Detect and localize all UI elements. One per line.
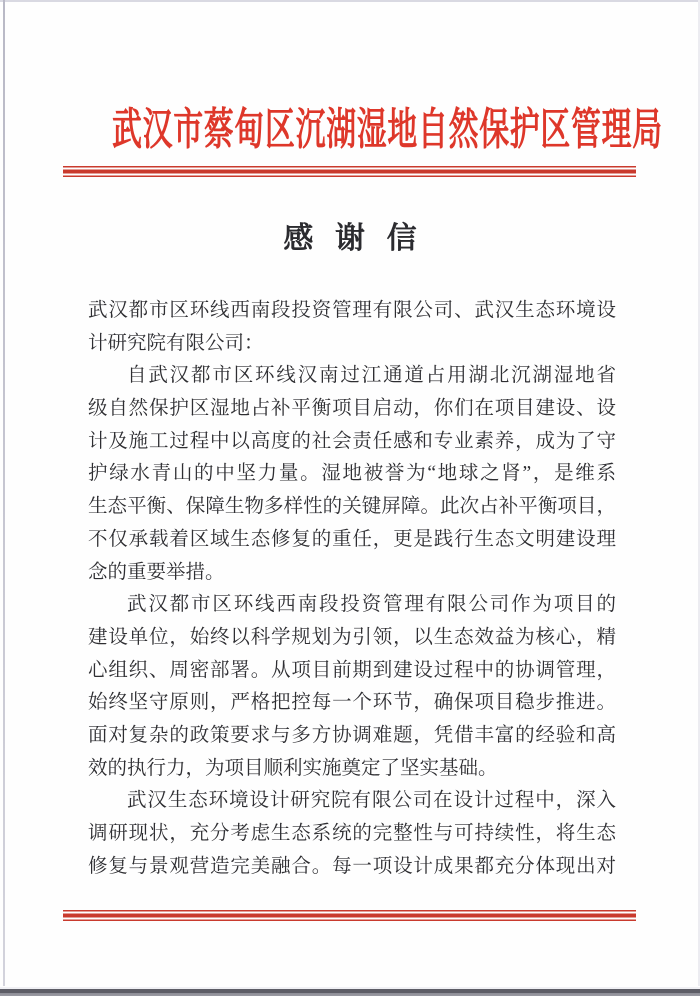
letter-line: 不仅承载着区域生态修复的重任，更是践行生态文明建设理	[88, 528, 616, 550]
letter-line: 计及施工过程中以高度的社会责任感和专业素养，成为了守	[88, 430, 616, 452]
page-edge-top	[0, 0, 700, 2]
letter-line: 念的重要举措。	[88, 561, 225, 583]
letter-line: 调研现状，充分考虑生态系统的完整性与可持续性，将生态	[88, 823, 616, 844]
letter-line: 效的执行力，为项目顺利实施奠定了坚实基础。	[88, 757, 498, 779]
letter-line: 武汉生态环境设计研究院有限公司在设计过程中，深入	[127, 790, 616, 812]
letter-line: 修复与景观营造完美融合。每一项设计成果都充分体现出对	[88, 855, 616, 877]
letter-line: 武汉都市区环线西南段投资管理有限公司、武汉生态环境设	[88, 300, 616, 321]
letter-title-text: 感谢信	[283, 222, 439, 255]
letter-line: 计研究院有限公司：	[88, 332, 264, 354]
page-edge-bottom	[0, 987, 700, 996]
letterhead-org-title: 武汉市蔡甸区沉湖湿地自然保护区管理局	[112, 105, 663, 154]
letter-line: 建设单位，始终以科学规划为引领，以生态效益为核心，精	[88, 626, 616, 648]
letter-line: 心组织、周密部署。从项目前期到建设过程中的协调管理，	[88, 659, 616, 681]
letter-title	[0, 221, 700, 257]
letter-line: 始终坚守原则，严格把控每一个环节，确保项目稳步推进。	[88, 692, 616, 714]
letter-line: 武汉都市区环线西南段投资管理有限公司作为项目的	[127, 594, 616, 616]
letter-line: 生态平衡、保障生物多样性的关键屏障。此次占补平衡项目，	[88, 496, 616, 518]
letter-line: 护绿水青山的中坚力量。湿地被誉为“地球之肾”，是维系	[88, 463, 616, 485]
letter-line: 面对复杂的政策要求与多方协调难题，凭借丰富的经验和高	[88, 724, 616, 746]
letter-line: 自武汉都市区环线汉南过江通道占用湖北沉湖湿地省	[127, 365, 616, 387]
page-edge-left	[3, 0, 5, 986]
letter-body	[88, 295, 616, 883]
footer-divider-rule	[63, 910, 636, 921]
letterhead-divider-rule	[63, 166, 636, 177]
letter-line: 级自然保护区湿地占补平衡项目启动，你们在项目建设、设	[88, 398, 616, 420]
